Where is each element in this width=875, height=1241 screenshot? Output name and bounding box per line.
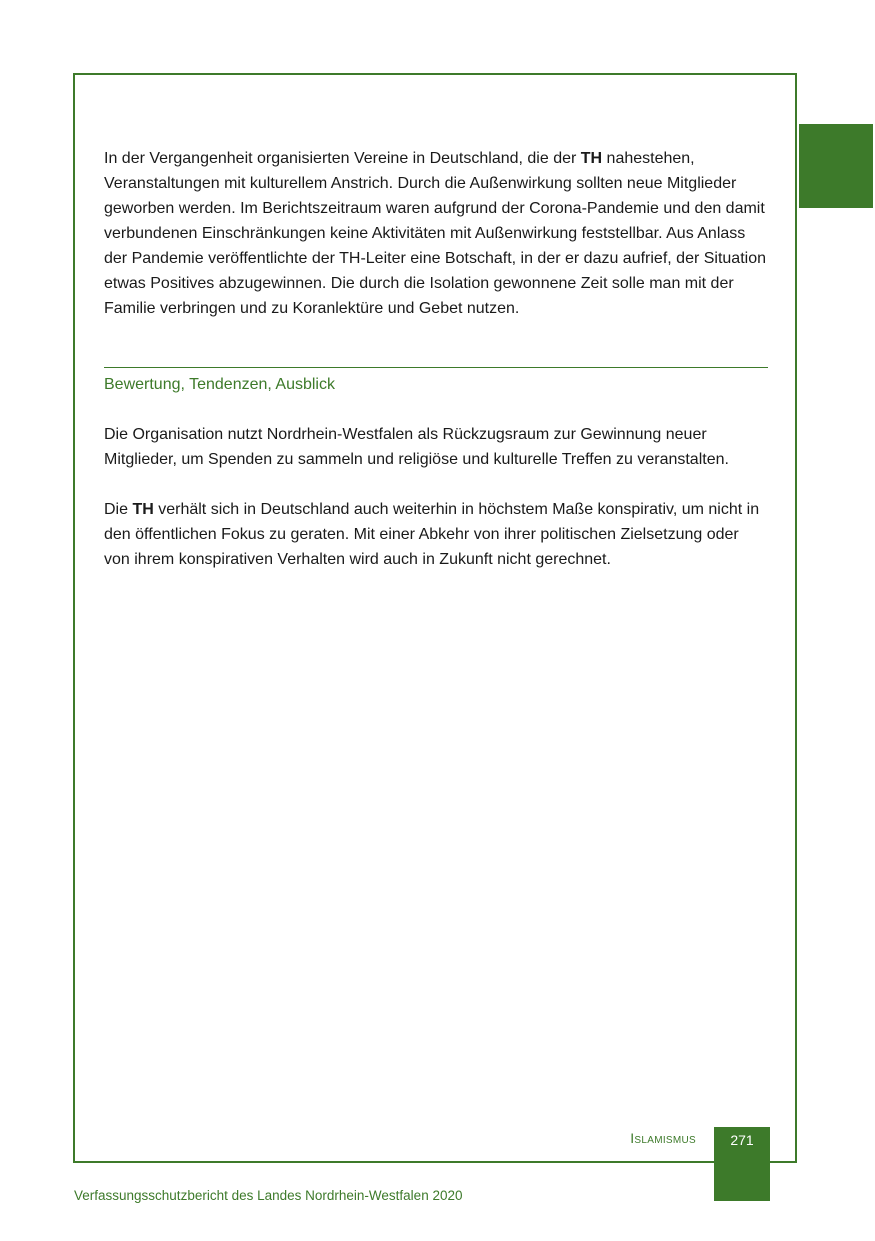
section-heading: Bewertung, Tendenzen, Ausblick bbox=[104, 376, 335, 393]
paragraph-assessment: Die Organisation nutzt Nordrhein-Westfalen als Rückzugsraum zur Gewinnung neuer Mitglieder, um Spenden zu sammeln und religiöse und kulturelle Treffen zu veranstalten. bbox=[104, 426, 729, 468]
paragraph-text: In der Vergangenheit organisierten Vereine in Deutschland, die der bbox=[104, 150, 581, 167]
page-number-box bbox=[714, 1127, 770, 1201]
paragraph-text: verhält sich in Deutschland auch weiterhin in höchstem Maße konspirativ, um nicht in den öffentlichen Fokus zu geraten. Mit einer Abkehr von ihrer politischen Zielsetzung oder von ihrem konspirativen Verhalten wird auch in Zukunft nicht gerechnet. bbox=[104, 501, 760, 568]
paragraph-text: Die bbox=[104, 501, 133, 518]
chapter-label: Islamismus bbox=[630, 1130, 696, 1146]
paragraph-outlook bbox=[104, 497, 768, 572]
paragraph-text: nahestehen, Veranstaltungen mit kulturellem Anstrich. Durch die Außenwirkung sollten neue Mitglieder geworben werden. Im Berichtszeitraum waren aufgrund der Corona-Pandemie und den damit verbundenen Einschränkungen keine Aktivitäten mit Außenwirkung feststellbar. Aus Anlass der Pandemie veröffentlichte der TH-Leiter eine Botschaft, in der er dazu aufrief, der Situation etwas Positives abzugewinnen. Die durch die Isolation gewonnene Zeit solle man mit der Familie verbringen und zu Koranlektüre und Gebet nutzen. bbox=[104, 150, 766, 317]
main-content bbox=[104, 146, 768, 572]
document-title: Verfassungsschutzbericht des Landes Nordrhein-Westfalen 2020 bbox=[74, 1188, 463, 1203]
page-number: 271 bbox=[730, 1132, 754, 1148]
org-abbreviation: TH bbox=[580, 150, 603, 167]
paragraph-activities bbox=[104, 146, 768, 321]
org-abbreviation: TH bbox=[132, 501, 154, 518]
chapter-tab-marker bbox=[799, 124, 873, 208]
section-divider bbox=[104, 367, 768, 368]
